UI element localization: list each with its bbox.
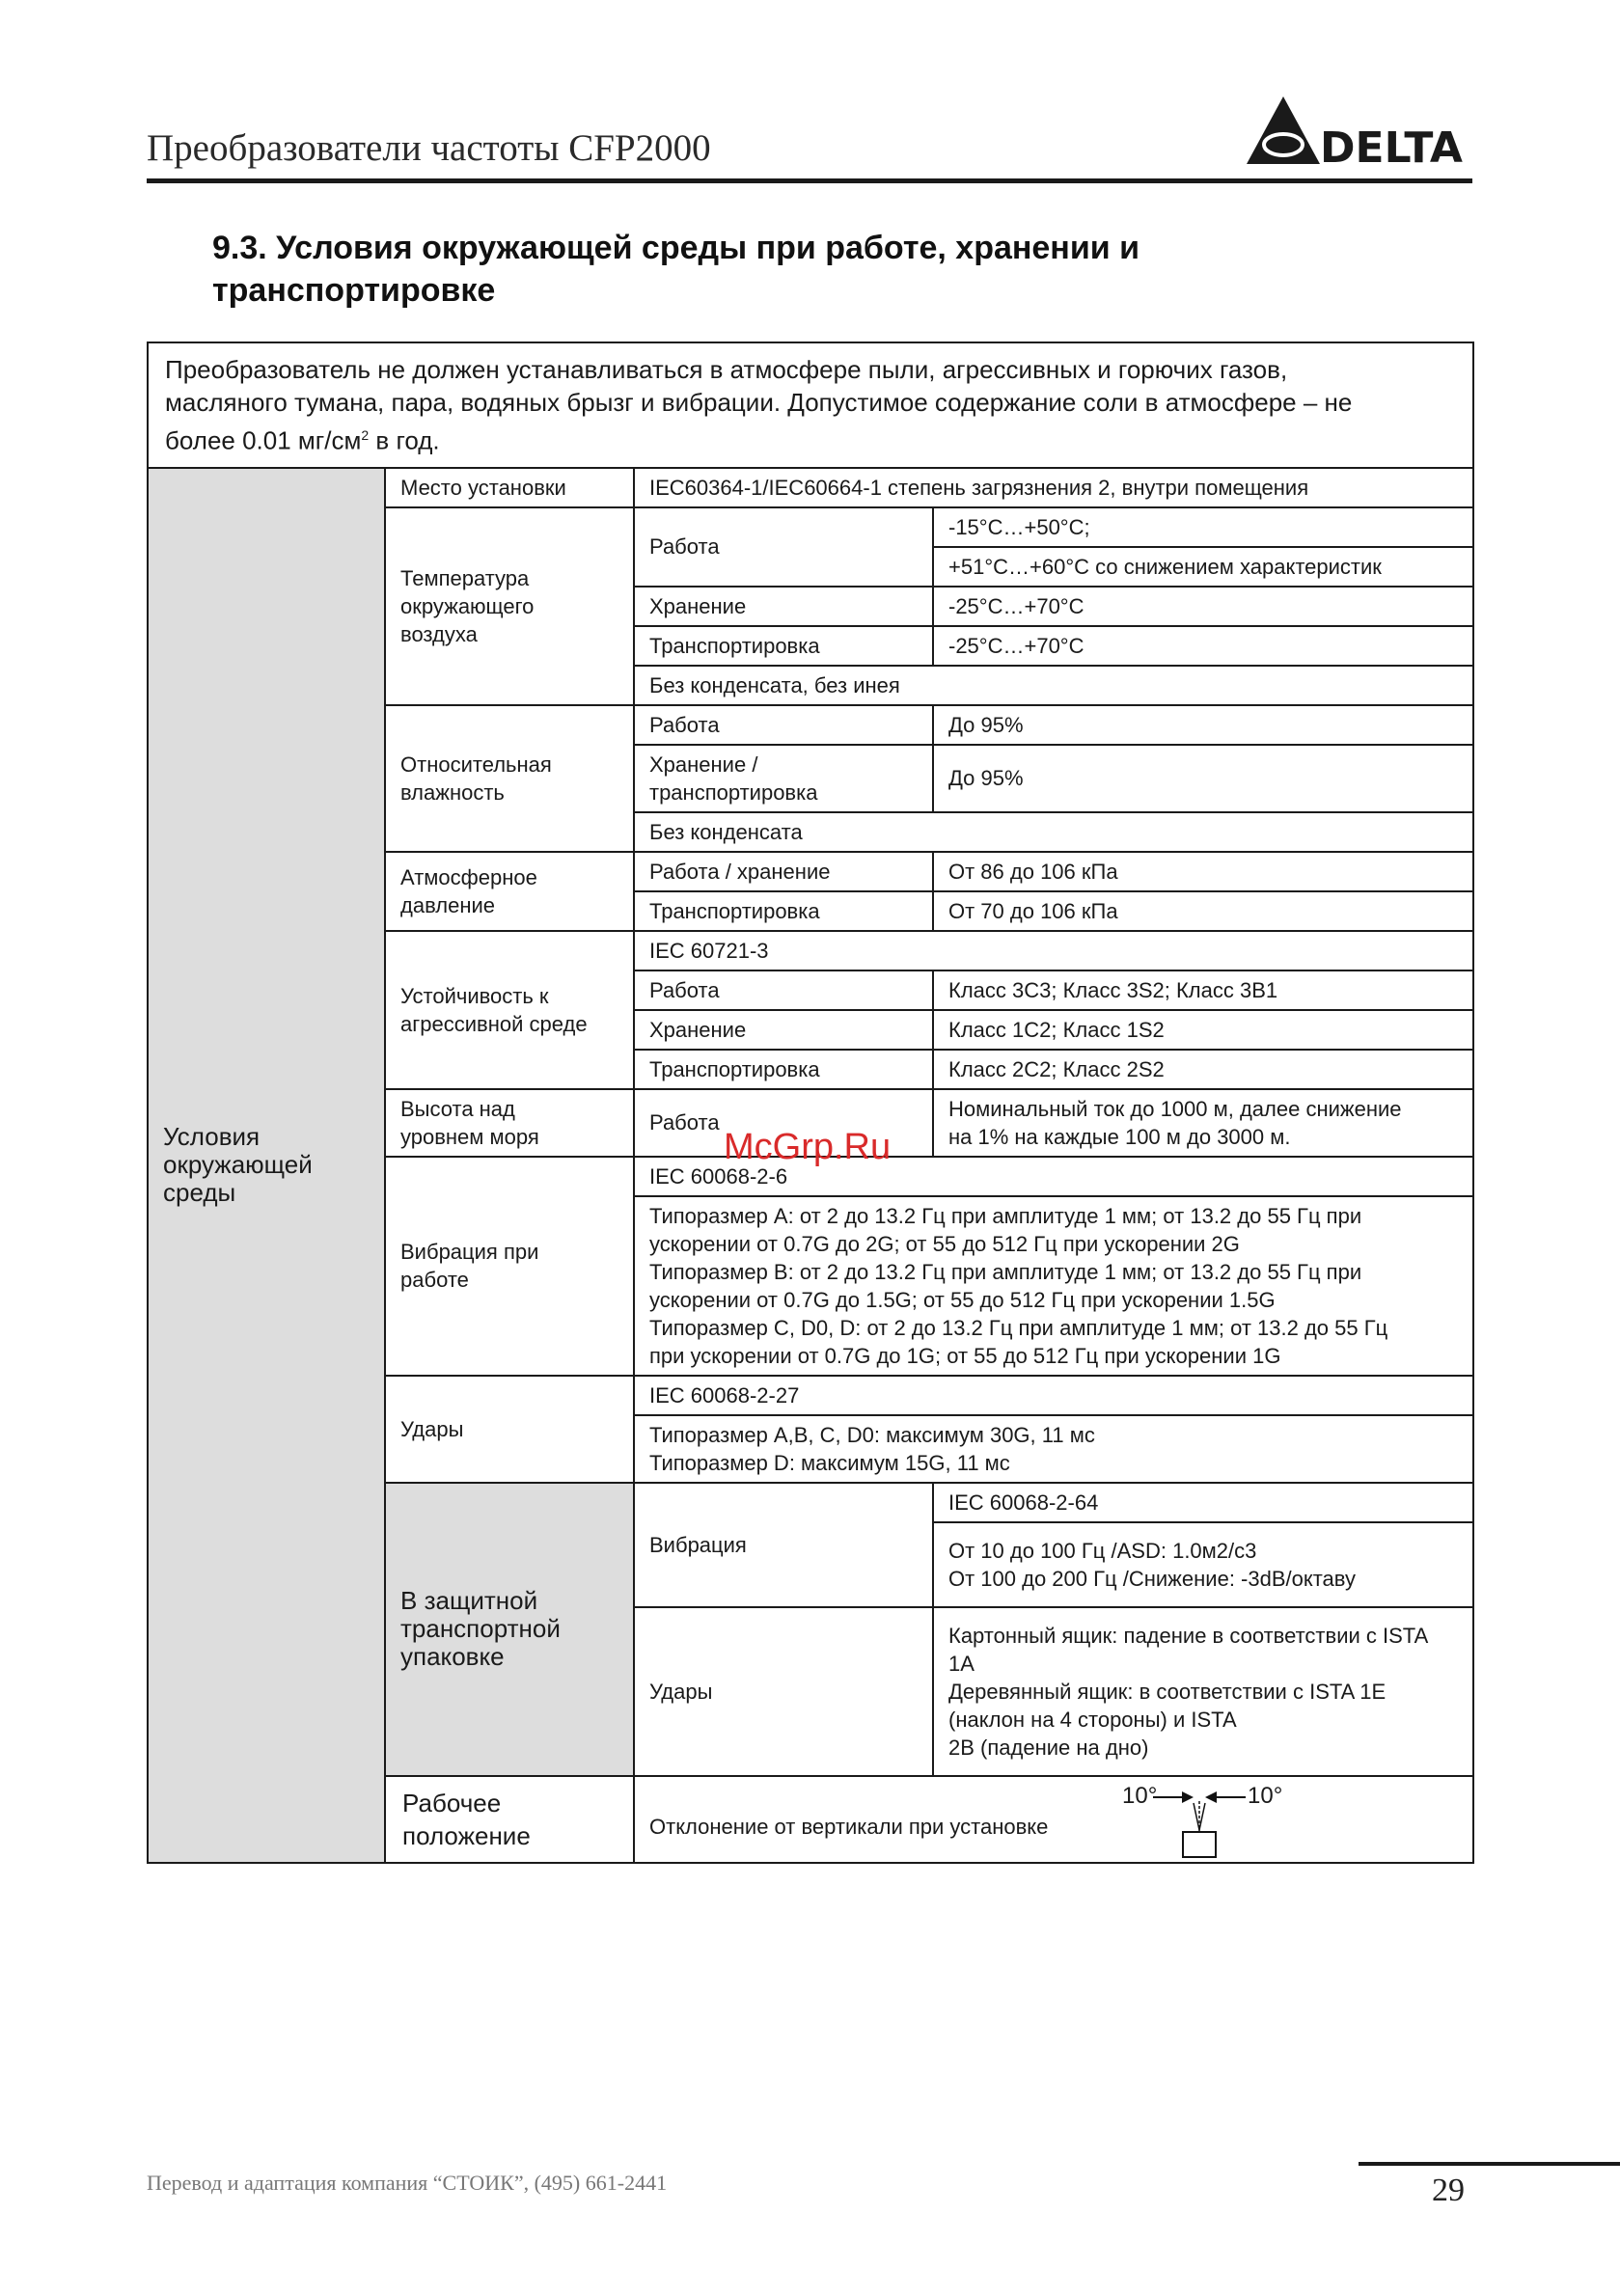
install-place-value: IEC60364-1/IEC60664-1 степень загрязнения 2, внутри помещения [634,468,1473,507]
watermark-text: McGrp.Ru [724,1127,892,1167]
shock-details: Типоразмер A,B, C, D0: максимум 30G, 11 мс Типоразмер D: максимум 15G, 11 мс [634,1415,1473,1483]
temp-operation-label: Работа [634,507,933,587]
page-header-title: Преобразователи частоты CFP2000 [147,127,711,169]
footer-text: Перевод и адаптация компания “СТОИК”, (495) 661-2441 [147,2171,668,2195]
corrosion-storage-value: Класс 1C2; Класс 1S2 [933,1010,1473,1050]
vibration-details: Типоразмер A: от 2 до 13.2 Гц при амплитуде 1 мм; от 13.2 до 55 Гц при ускорении от 0.7G до 2G; от 55 до 512 Гц при ускорении 2G Типоразмер B: от 2 до 13.2 Гц при амплитуде 1 мм; от 13.2 до 55 Гц при ускорении от 0.7G до 1.5G; от 55 до 512 Гц при ускорении 1.5G Типоразмер C, D0, D: от 2 до 13.2 Гц при амплитуде 1 мм; от 13.2 до 55 Гц при ускорении от 0.7G до 1G; от 55 до 512 Гц при ускорении 1G [634,1196,1473,1376]
pack-shock-details: Картонный ящик: падение в соответствии с ISTA 1A Деревянный ящик: в соответствии с ISTA 1E (наклон на 4 стороны) и ISTA 2B (падение на дно) [933,1607,1473,1776]
vibration-standard: IEC 60068-2-6 [634,1157,1473,1196]
corrosion-transport-label: Транспортировка [634,1050,933,1089]
section-title: 9.3. Условия окружающей среды при работе, хранении и транспортировке [212,230,1139,309]
install-place-label: Место установки [385,468,634,507]
pressure-op-storage-label: Работа / хранение [634,852,933,891]
intro-row [148,342,1473,468]
altitude-value: Номинальный ток до 1000 м, далее снижение на 1% на каждые 100 м до 3000 м. [933,1089,1473,1157]
tilt-angle-diagram [1112,1782,1286,1859]
pressure-transport-label: Транспортировка [634,891,933,931]
pack-shock-label: Удары [634,1607,933,1776]
corrosion-transport-value: Класс 2C2; Класс 2S2 [933,1050,1473,1089]
humidity-operation-label: Работа [634,705,933,745]
delta-logo-text: DELTA [1320,123,1463,168]
pack-vibration-standard: IEC 60068-2-64 [933,1483,1473,1522]
delta-logo [1247,93,1474,168]
temp-operation-value-2: +51°C…+60°C со снижением характеристик [933,547,1473,587]
temp-storage-label: Хранение [634,587,933,626]
position-cell [634,1776,1473,1863]
pack-vibration-label: Вибрация [634,1483,933,1607]
intro-text: Преобразователь не должен устанавливаться в атмосфере пыли, агрессивных и горючих газов, масляного тумана, пара, водяных брызг и вибрации. Допустимое содержание соли в атмосфере – не более 0.01 $мг/см^2$ в год. [148,342,1473,468]
temperature-label: Температура окружающего воздуха [385,507,634,705]
humidity-storage-value: До 95% [933,745,1473,812]
humidity-storage-label: Хранение / транспортировка [634,745,933,812]
pressure-transport-value: От 70 до 106 кПа [933,891,1473,931]
temp-transport-value: -25°C…+70°C [933,626,1473,666]
angle-right-label: 10° [1248,1782,1283,1809]
shock-label: Удары [385,1376,634,1483]
corrosion-standard: IEC 60721-3 [634,931,1473,970]
humidity-label: Относительная влажность [385,705,634,852]
environment-spec-table [147,342,1474,1864]
temp-operation-value-1: -15°C…+50°C; [933,507,1473,547]
page-number: 29 [1432,2173,1465,2208]
group-packaging: В защитной транспортной упаковке [385,1483,634,1776]
corrosion-operation-value: Класс 3C3; Класс 3S2; Класс 3B1 [933,970,1473,1010]
temp-storage-value: -25°C…+70°C [933,587,1473,626]
corrosion-operation-label: Работа [634,970,933,1010]
temp-note: Без конденсата, без инея [634,666,1473,705]
humidity-operation-value: До 95% [933,705,1473,745]
footer-rule [1359,2162,1620,2166]
pressure-op-storage-value: От 86 до 106 кПа [933,852,1473,891]
temp-transport-label: Транспортировка [634,626,933,666]
group-position: Рабочее положение [385,1776,634,1863]
corrosion-label: Устойчивость к агрессивной среде [385,931,634,1089]
position-label: Отклонение от вертикали при установке [649,1814,1049,1839]
corrosion-storage-label: Хранение [634,1010,933,1050]
pack-vibration-details: От 10 до 100 Гц /ASD: 1.0м2/с3 От 100 до 200 Гц /Снижение: -3dB/октаву [933,1522,1473,1607]
table-row [148,468,1473,507]
altitude-label: Высота над уровнем моря [385,1089,634,1157]
header-rule [147,178,1472,183]
angle-left-label: 10° [1122,1782,1158,1809]
vibration-label: Вибрация при работе [385,1157,634,1376]
humidity-note: Без конденсата [634,812,1473,852]
shock-standard: IEC 60068-2-27 [634,1376,1473,1415]
altitude-operation-label: Работа [634,1089,933,1157]
pressure-label: Атмосферное давление [385,852,634,931]
group-environment: Условия окружающей среды [148,468,385,1863]
